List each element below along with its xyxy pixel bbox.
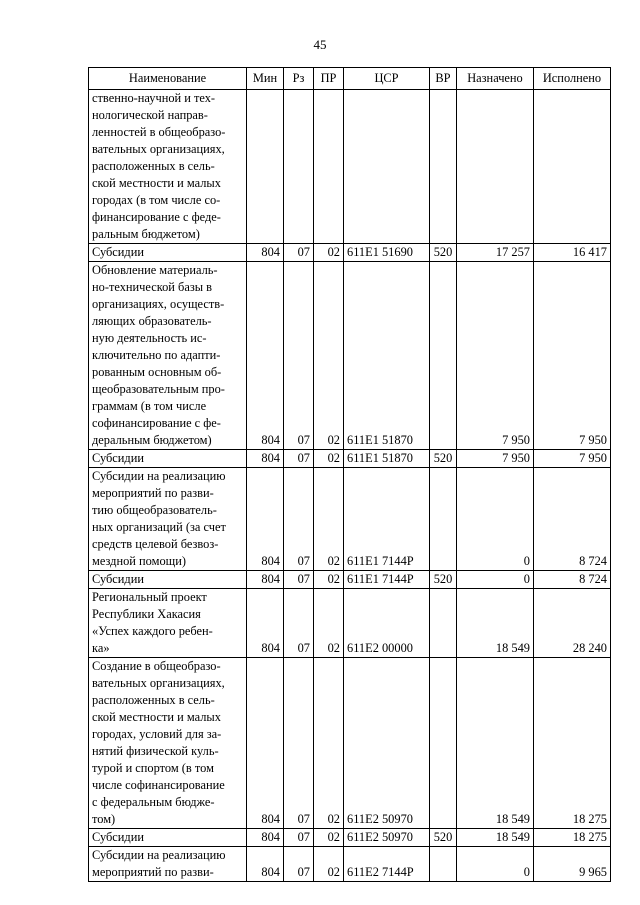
- cell-min: 804: [247, 468, 284, 571]
- cell-csr: 611E2 50970: [344, 829, 430, 847]
- name-line: щеобразовательным про-: [92, 382, 225, 396]
- table-row: [89, 658, 611, 829]
- col-header-rz: Рз: [284, 68, 314, 90]
- name-line: Субсидии: [92, 830, 144, 844]
- name-line: организациях, осуществ-: [92, 297, 225, 311]
- cell-pr: 02: [314, 571, 344, 589]
- cell-rz: 07: [284, 589, 314, 658]
- cell-name: [89, 244, 247, 262]
- cell-vr: 520: [430, 244, 457, 262]
- cell-vr: [430, 262, 457, 450]
- cell-rz: 07: [284, 829, 314, 847]
- cell-min: 804: [247, 571, 284, 589]
- name-line: ключительно по адапти-: [92, 348, 221, 362]
- cell-executed: 18 275: [534, 829, 611, 847]
- name-line: ральным бюджетом): [92, 227, 200, 241]
- col-header-csr: ЦСР: [344, 68, 430, 90]
- cell-executed: 16 417: [534, 244, 611, 262]
- name-line: средств целевой безвоз-: [92, 537, 219, 551]
- name-line: ка»: [92, 641, 110, 655]
- col-header-min: Мин: [247, 68, 284, 90]
- cell-min: 804: [247, 829, 284, 847]
- cell-name: [89, 450, 247, 468]
- col-header-pr: ПР: [314, 68, 344, 90]
- name-line: Субсидии: [92, 572, 144, 586]
- name-line: деральным бюджетом): [92, 433, 212, 447]
- cell-pr: 02: [314, 450, 344, 468]
- name-line: Субсидии на реализацию: [92, 848, 226, 862]
- name-line: с федеральным бюдже-: [92, 795, 215, 809]
- cell-planned: 18 549: [457, 658, 534, 829]
- cell-csr: 611E1 51870: [344, 450, 430, 468]
- name-line: городах, условий для за-: [92, 727, 222, 741]
- cell-rz: 07: [284, 262, 314, 450]
- cell-pr: 02: [314, 468, 344, 571]
- name-line: ленностей в общеобразо-: [92, 125, 226, 139]
- cell-min: 804: [247, 244, 284, 262]
- cell-name: [89, 847, 247, 882]
- cell-vr: [430, 847, 457, 882]
- table-row: [89, 450, 611, 468]
- cell-vr: 520: [430, 571, 457, 589]
- name-line: Создание в общеобразо-: [92, 659, 221, 673]
- cell-vr: [430, 658, 457, 829]
- name-line: вательных организациях,: [92, 142, 225, 156]
- cell-csr: 611E1 51690: [344, 244, 430, 262]
- cell-csr: 611E1 7144P: [344, 468, 430, 571]
- name-line: расположенных в сель-: [92, 159, 215, 173]
- table-row: [89, 244, 611, 262]
- cell-csr: 611E2 00000: [344, 589, 430, 658]
- name-line: ской местности и малых: [92, 176, 221, 190]
- cell-pr: 02: [314, 262, 344, 450]
- cell-pr: 02: [314, 829, 344, 847]
- name-line: мероприятий по разви-: [92, 865, 214, 879]
- name-line: турой и спортом (в том: [92, 761, 214, 775]
- cell-rz: 07: [284, 244, 314, 262]
- col-header-planned: Назначено: [457, 68, 534, 90]
- table-row: [89, 90, 611, 244]
- cell-name: [89, 829, 247, 847]
- name-line: мездной помощи): [92, 554, 186, 568]
- cell-pr: 02: [314, 589, 344, 658]
- cell-vr: [430, 468, 457, 571]
- name-line: вательных организациях,: [92, 676, 225, 690]
- cell-executed: 8 724: [534, 468, 611, 571]
- name-line: тию общеобразователь-: [92, 503, 217, 517]
- cell-vr: 520: [430, 829, 457, 847]
- name-line: том): [92, 812, 116, 826]
- cell-planned: [457, 90, 534, 244]
- cell-executed: 8 724: [534, 571, 611, 589]
- cell-min: [247, 90, 284, 244]
- cell-vr: [430, 589, 457, 658]
- name-line: Региональный проект: [92, 590, 207, 604]
- cell-planned: 7 950: [457, 262, 534, 450]
- cell-planned: 0: [457, 571, 534, 589]
- cell-csr: 611E2 7144P: [344, 847, 430, 882]
- cell-vr: 520: [430, 450, 457, 468]
- col-header-vr: ВР: [430, 68, 457, 90]
- cell-min: 804: [247, 658, 284, 829]
- cell-planned: 18 549: [457, 829, 534, 847]
- name-line: мероприятий по разви-: [92, 486, 214, 500]
- name-line: софинансирование с фе-: [92, 416, 221, 430]
- cell-rz: [284, 90, 314, 244]
- cell-name: [89, 589, 247, 658]
- budget-table: [88, 67, 611, 882]
- name-line: но-технической базы в: [92, 280, 212, 294]
- cell-name: [89, 468, 247, 571]
- name-line: Субсидии на реализацию: [92, 469, 226, 483]
- table-row: [89, 468, 611, 571]
- col-header-name: Наименование: [89, 68, 247, 90]
- name-line: числе софинансирование: [92, 778, 225, 792]
- name-line: «Успех каждого ребен-: [92, 624, 213, 638]
- cell-min: 804: [247, 262, 284, 450]
- name-line: нологической направ-: [92, 108, 208, 122]
- name-line: финансирование с феде-: [92, 210, 221, 224]
- cell-executed: 28 240: [534, 589, 611, 658]
- cell-csr: 611E1 51870: [344, 262, 430, 450]
- cell-executed: 7 950: [534, 450, 611, 468]
- cell-csr: 611E2 50970: [344, 658, 430, 829]
- name-line: ную деятельность ис-: [92, 331, 207, 345]
- cell-pr: 02: [314, 658, 344, 829]
- cell-rz: 07: [284, 571, 314, 589]
- cell-pr: [314, 90, 344, 244]
- cell-name: [89, 262, 247, 450]
- name-line: Субсидии: [92, 245, 144, 259]
- cell-name: [89, 658, 247, 829]
- name-line: Субсидии: [92, 451, 144, 465]
- cell-executed: 18 275: [534, 658, 611, 829]
- header-row: [89, 68, 611, 90]
- cell-pr: 02: [314, 847, 344, 882]
- col-header-executed: Исполнено: [534, 68, 611, 90]
- cell-rz: 07: [284, 658, 314, 829]
- cell-rz: 07: [284, 450, 314, 468]
- cell-name: [89, 571, 247, 589]
- cell-planned: 18 549: [457, 589, 534, 658]
- table-row: [89, 589, 611, 658]
- name-line: граммам (в том числе: [92, 399, 207, 413]
- name-line: ных организаций (за счет: [92, 520, 226, 534]
- page-number: 45: [313, 37, 327, 52]
- name-line: ляющих образователь-: [92, 314, 212, 328]
- name-line: расположенных в сель-: [92, 693, 215, 707]
- table-row: [89, 847, 611, 882]
- name-line: ской местности и малых: [92, 710, 221, 724]
- cell-min: 804: [247, 589, 284, 658]
- table-row: [89, 262, 611, 450]
- name-line: ственно-научной и тех-: [92, 91, 216, 105]
- name-line: Республики Хакасия: [92, 607, 201, 621]
- cell-planned: 7 950: [457, 450, 534, 468]
- cell-vr: [430, 90, 457, 244]
- cell-pr: 02: [314, 244, 344, 262]
- cell-csr: [344, 90, 430, 244]
- cell-planned: 0: [457, 468, 534, 571]
- cell-name: [89, 90, 247, 244]
- cell-rz: 07: [284, 847, 314, 882]
- name-line: рованным основным об-: [92, 365, 222, 379]
- name-line: нятий физической куль-: [92, 744, 219, 758]
- cell-executed: [534, 90, 611, 244]
- cell-min: 804: [247, 450, 284, 468]
- cell-csr: 611E1 7144P: [344, 571, 430, 589]
- cell-planned: 17 257: [457, 244, 534, 262]
- cell-executed: 9 965: [534, 847, 611, 882]
- cell-min: 804: [247, 847, 284, 882]
- name-line: Обновление материаль-: [92, 263, 218, 277]
- table-row: [89, 829, 611, 847]
- cell-executed: 7 950: [534, 262, 611, 450]
- cell-rz: 07: [284, 468, 314, 571]
- name-line: городах (в том числе со-: [92, 193, 221, 207]
- table-row: [89, 571, 611, 589]
- cell-planned: 0: [457, 847, 534, 882]
